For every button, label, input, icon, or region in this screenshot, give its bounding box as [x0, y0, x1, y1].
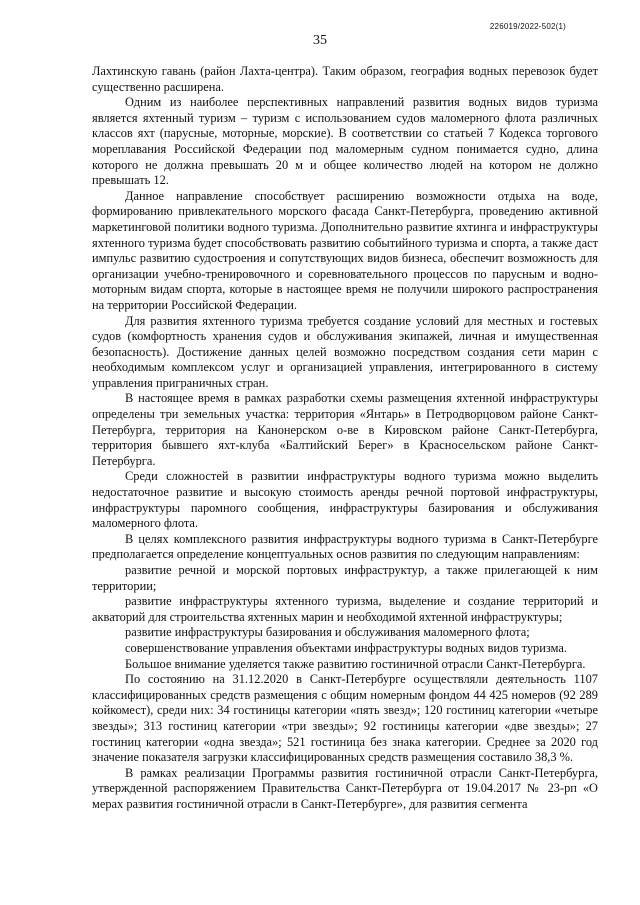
paragraph-hotel-statistics: По состоянию на 31.12.2020 в Санкт-Петербурге осуществляли деятельность 1107 классифицированных средств размещения с общим номерным фондом 44 425 номеров (92 289 койкомест), среди них: 34 гостиницы категории «пять звезд»; 120 гостиниц категории «четыре звезды»; 313 гостиниц категории «три звезды»; 92 гостиницы категории «две звезды»; 27 гостиниц категории «одна звезда»; 521 гостиница без знака категории. Среднее за 2020 год значение показателя загрузки классифицированных средств размещения составило 38,3 %.	[92, 672, 598, 765]
page-number: 35	[313, 33, 327, 48]
paragraph-continuation: Лахтинскую гавань (район Лахта-центра). Таким образом, география водных перевозок будет существенно расширена.	[92, 64, 598, 94]
paragraph-hotel-program: В рамках реализации Программы развития гостиничной отрасли Санкт-Петербурга, утвержденной распоряжением Правительства Санкт-Петербурга от 19.04.2017 № 23-рп «О мерах развития гостиничной отрасли в Санкт-Петербурге», для развития сегмента	[92, 765, 598, 811]
paragraph-difficulties: Среди сложностей в развитии инфраструктуры водного туризма можно выделить недостаточное развитие и высокую стоимость аренды речной портовой инфраструктуры, инфраструктуры паромного сообщения, инфраструктуры базирования и обслуживания маломерного флота.	[92, 469, 598, 531]
document-id: 226019/2022-502(1)	[489, 22, 566, 31]
paragraph-land-plots: В настоящее время в рамках разработки схемы размещения яхтенной инфраструктуры определены три земельных участка: территория «Янтарь» в Петродворцовом районе Санкт-Петербурга, территория на Канонерском о-ве в Кировском районе Санкт-Петербурга, территория бывшего яхт-клуба «Балтийский Берег» в Красносельском районе Санкт-Петербурга.	[92, 391, 598, 468]
paragraph-hotel-industry: Большое внимание уделяется также развитию гостиничной отрасли Санкт-Петербурга.	[125, 656, 586, 671]
paragraph-yacht-tourism: Одним из наиболее перспективных направлений развития водных видов туризма является яхтенный туризм – туризм с использованием судов маломерного флота различных классов яхт (парусные, моторные, морские). В соответствии со статьей 7 Кодекса торгового мореплавания Российской Федерации под маломерным судном понимается судно, длина которого не должна превышать 20 м и общее количество людей на котором не должно превышать 12.	[92, 95, 598, 188]
list-item-yacht-infrastructure: развитие инфраструктуры яхтенного туризма, выделение и создание территорий и акваторий для строительства яхтенных марин и необходимой яхтенной инфраструктуры;	[92, 594, 598, 624]
list-item-management: совершенствование управления объектами инфраструктуры водных видов туризма.	[125, 640, 567, 655]
list-item-small-fleet: развитие инфраструктуры базирования и обслуживания маломерного флота;	[125, 625, 530, 640]
list-item-port-infrastructure: развитие речной и морской портовых инфраструктур, а также прилегающей к ним территории;	[92, 563, 598, 593]
document-body	[92, 64, 598, 813]
paragraph-direction-benefits: Данное направление способствует расширению возможности отдыха на воде, формированию привлекательного морского фасада Санкт-Петербурга, проведению активной маркетинговой политики водного туризма. Дополнительно развитие яхтинга и инфраструктуры яхтенного туризма будет способствовать развитию событийного туризма и спорта, а также даст импульс развитию судостроения и сопутствующих видов бизнеса, обеспечит возможность для организации учебно-тренировочного и соревновательного процессов по парусным и водно-моторным видам спорта, которые в настоящее время не получили широкого распространения на территории Российской Федерации.	[92, 188, 598, 312]
paragraph-directions-intro: В целях комплексного развития инфраструктуры водного туризма в Санкт-Петербурге предполагается определение концептуальных основ развития по следующим направлениям:	[92, 531, 598, 562]
paragraph-conditions: Для развития яхтенного туризма требуется создание условий для местных и гостевых судов (комфортность хранения судов и обслуживания экипажей, личная и имущественная безопасность). Достижение данных целей возможно посредством создания сети марин с необходимым комплексом услуг и организацией управления, интегрированного в систему управления приграничных стран.	[92, 313, 598, 390]
